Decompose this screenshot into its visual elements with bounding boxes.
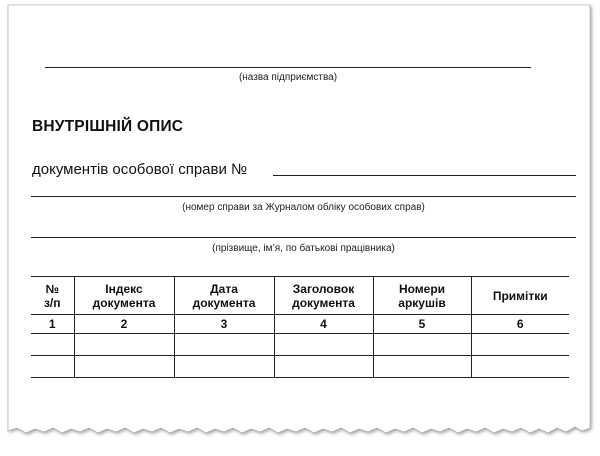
table-cell[interactable]: [31, 334, 74, 356]
table-cell[interactable]: [74, 334, 174, 356]
header-notes: Примітки: [471, 277, 569, 315]
header-sheet-numbers: Номери аркушів: [373, 277, 471, 315]
enterprise-name-line[interactable]: [45, 67, 531, 68]
table-cell[interactable]: [471, 356, 569, 378]
column-number: 4: [274, 315, 373, 334]
header-date: Дата документа: [174, 277, 274, 315]
header-index: Індекс документа: [74, 277, 174, 315]
employee-name-line[interactable]: [31, 237, 576, 238]
header-heading: Заголовок документа: [274, 277, 373, 315]
column-number: 6: [471, 315, 569, 334]
case-number-caption: (номер справи за Журналом обліку особових справ): [182, 202, 425, 213]
table-cell[interactable]: [274, 356, 373, 378]
table-column-numbers-row: [31, 315, 569, 334]
enterprise-caption: (назва підприємства): [238, 72, 338, 83]
column-number: 2: [74, 315, 174, 334]
table-cell[interactable]: [471, 334, 569, 356]
table-cell[interactable]: [274, 334, 373, 356]
case-number-detail-line[interactable]: [31, 196, 576, 197]
column-number: 5: [373, 315, 471, 334]
table-row: [31, 334, 569, 356]
header-number: № з/п: [31, 277, 74, 315]
table-header-row: [31, 277, 569, 315]
subtitle: документів особової справи №: [32, 161, 248, 178]
table-cell[interactable]: [174, 334, 274, 356]
table-row: [31, 356, 569, 378]
column-number: 1: [31, 315, 74, 334]
table-cell[interactable]: [74, 356, 174, 378]
table-cell[interactable]: [373, 356, 471, 378]
table-cell[interactable]: [373, 334, 471, 356]
column-number: 3: [174, 315, 274, 334]
table-cell[interactable]: [31, 356, 74, 378]
table-cell[interactable]: [174, 356, 274, 378]
documents-table: [31, 276, 569, 378]
page-title: ВНУТРІШНІЙ ОПИС: [32, 118, 184, 135]
employee-caption: (прізвище, ім’я, по батькові працівника): [212, 243, 395, 254]
case-number-line[interactable]: [273, 175, 576, 176]
